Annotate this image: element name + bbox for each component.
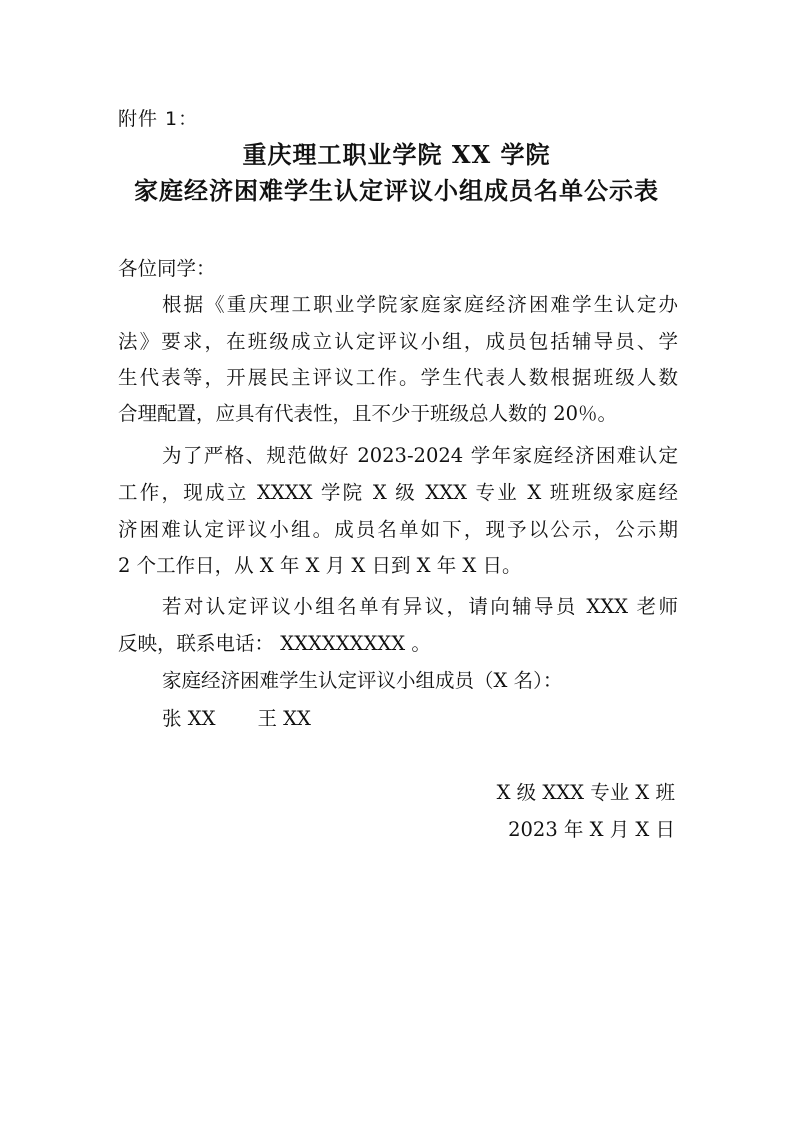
paragraph-line: 为了严格、规范做好 2023-2024 学年家庭经济困难认定 bbox=[162, 444, 678, 467]
members-list bbox=[162, 705, 311, 733]
title-line-college: 重庆理工职业学院 XX 学院 bbox=[242, 140, 551, 169]
title-line-subject: 家庭经济困难学生认定评议小组成员名单公示表 bbox=[134, 176, 659, 205]
paragraph-line: 若对认定评议小组名单有异议，请向辅导员 XXX 老师 bbox=[162, 595, 678, 618]
member-name: 张 XX bbox=[162, 707, 216, 730]
attachment-label: 附件 1： bbox=[118, 108, 199, 130]
greeting: 各位同学： bbox=[118, 257, 216, 280]
paragraph-line: 生代表等，开展民主评议工作。学生代表人数根据班级人数 bbox=[118, 366, 678, 389]
signature-class: X 级 XXX 专业 X 班 bbox=[496, 781, 675, 804]
paragraph-line: 2 个工作日，从 X 年 X 月 X 日到 X 年 X 日。 bbox=[118, 554, 522, 577]
signature-date: 2023 年 X 月 X 日 bbox=[508, 818, 675, 841]
paragraph-line: 合理配置，应具有代表性，且不少于班级总人数的 20％。 bbox=[118, 402, 618, 425]
paragraph-line: 济困难认定评议小组。成员名单如下，现予以公示，公示期 bbox=[118, 518, 678, 541]
paragraph-line: 工作，现成立 XXXX 学院 X 级 XXX 专业 X 班班级家庭经 bbox=[118, 481, 678, 504]
members-heading: 家庭经济困难学生认定评议小组成员（X 名）： bbox=[162, 669, 563, 692]
paragraph-line: 反映，联系电话： XXXXXXXXX 。 bbox=[118, 632, 431, 655]
member-name: 王 XX bbox=[257, 707, 311, 730]
paragraph-line: 根据《重庆理工职业学院家庭家庭经济困难学生认定办 bbox=[162, 293, 678, 316]
paragraph-line: 法》要求，在班级成立认定评议小组，成员包括辅导员、学 bbox=[118, 330, 678, 353]
